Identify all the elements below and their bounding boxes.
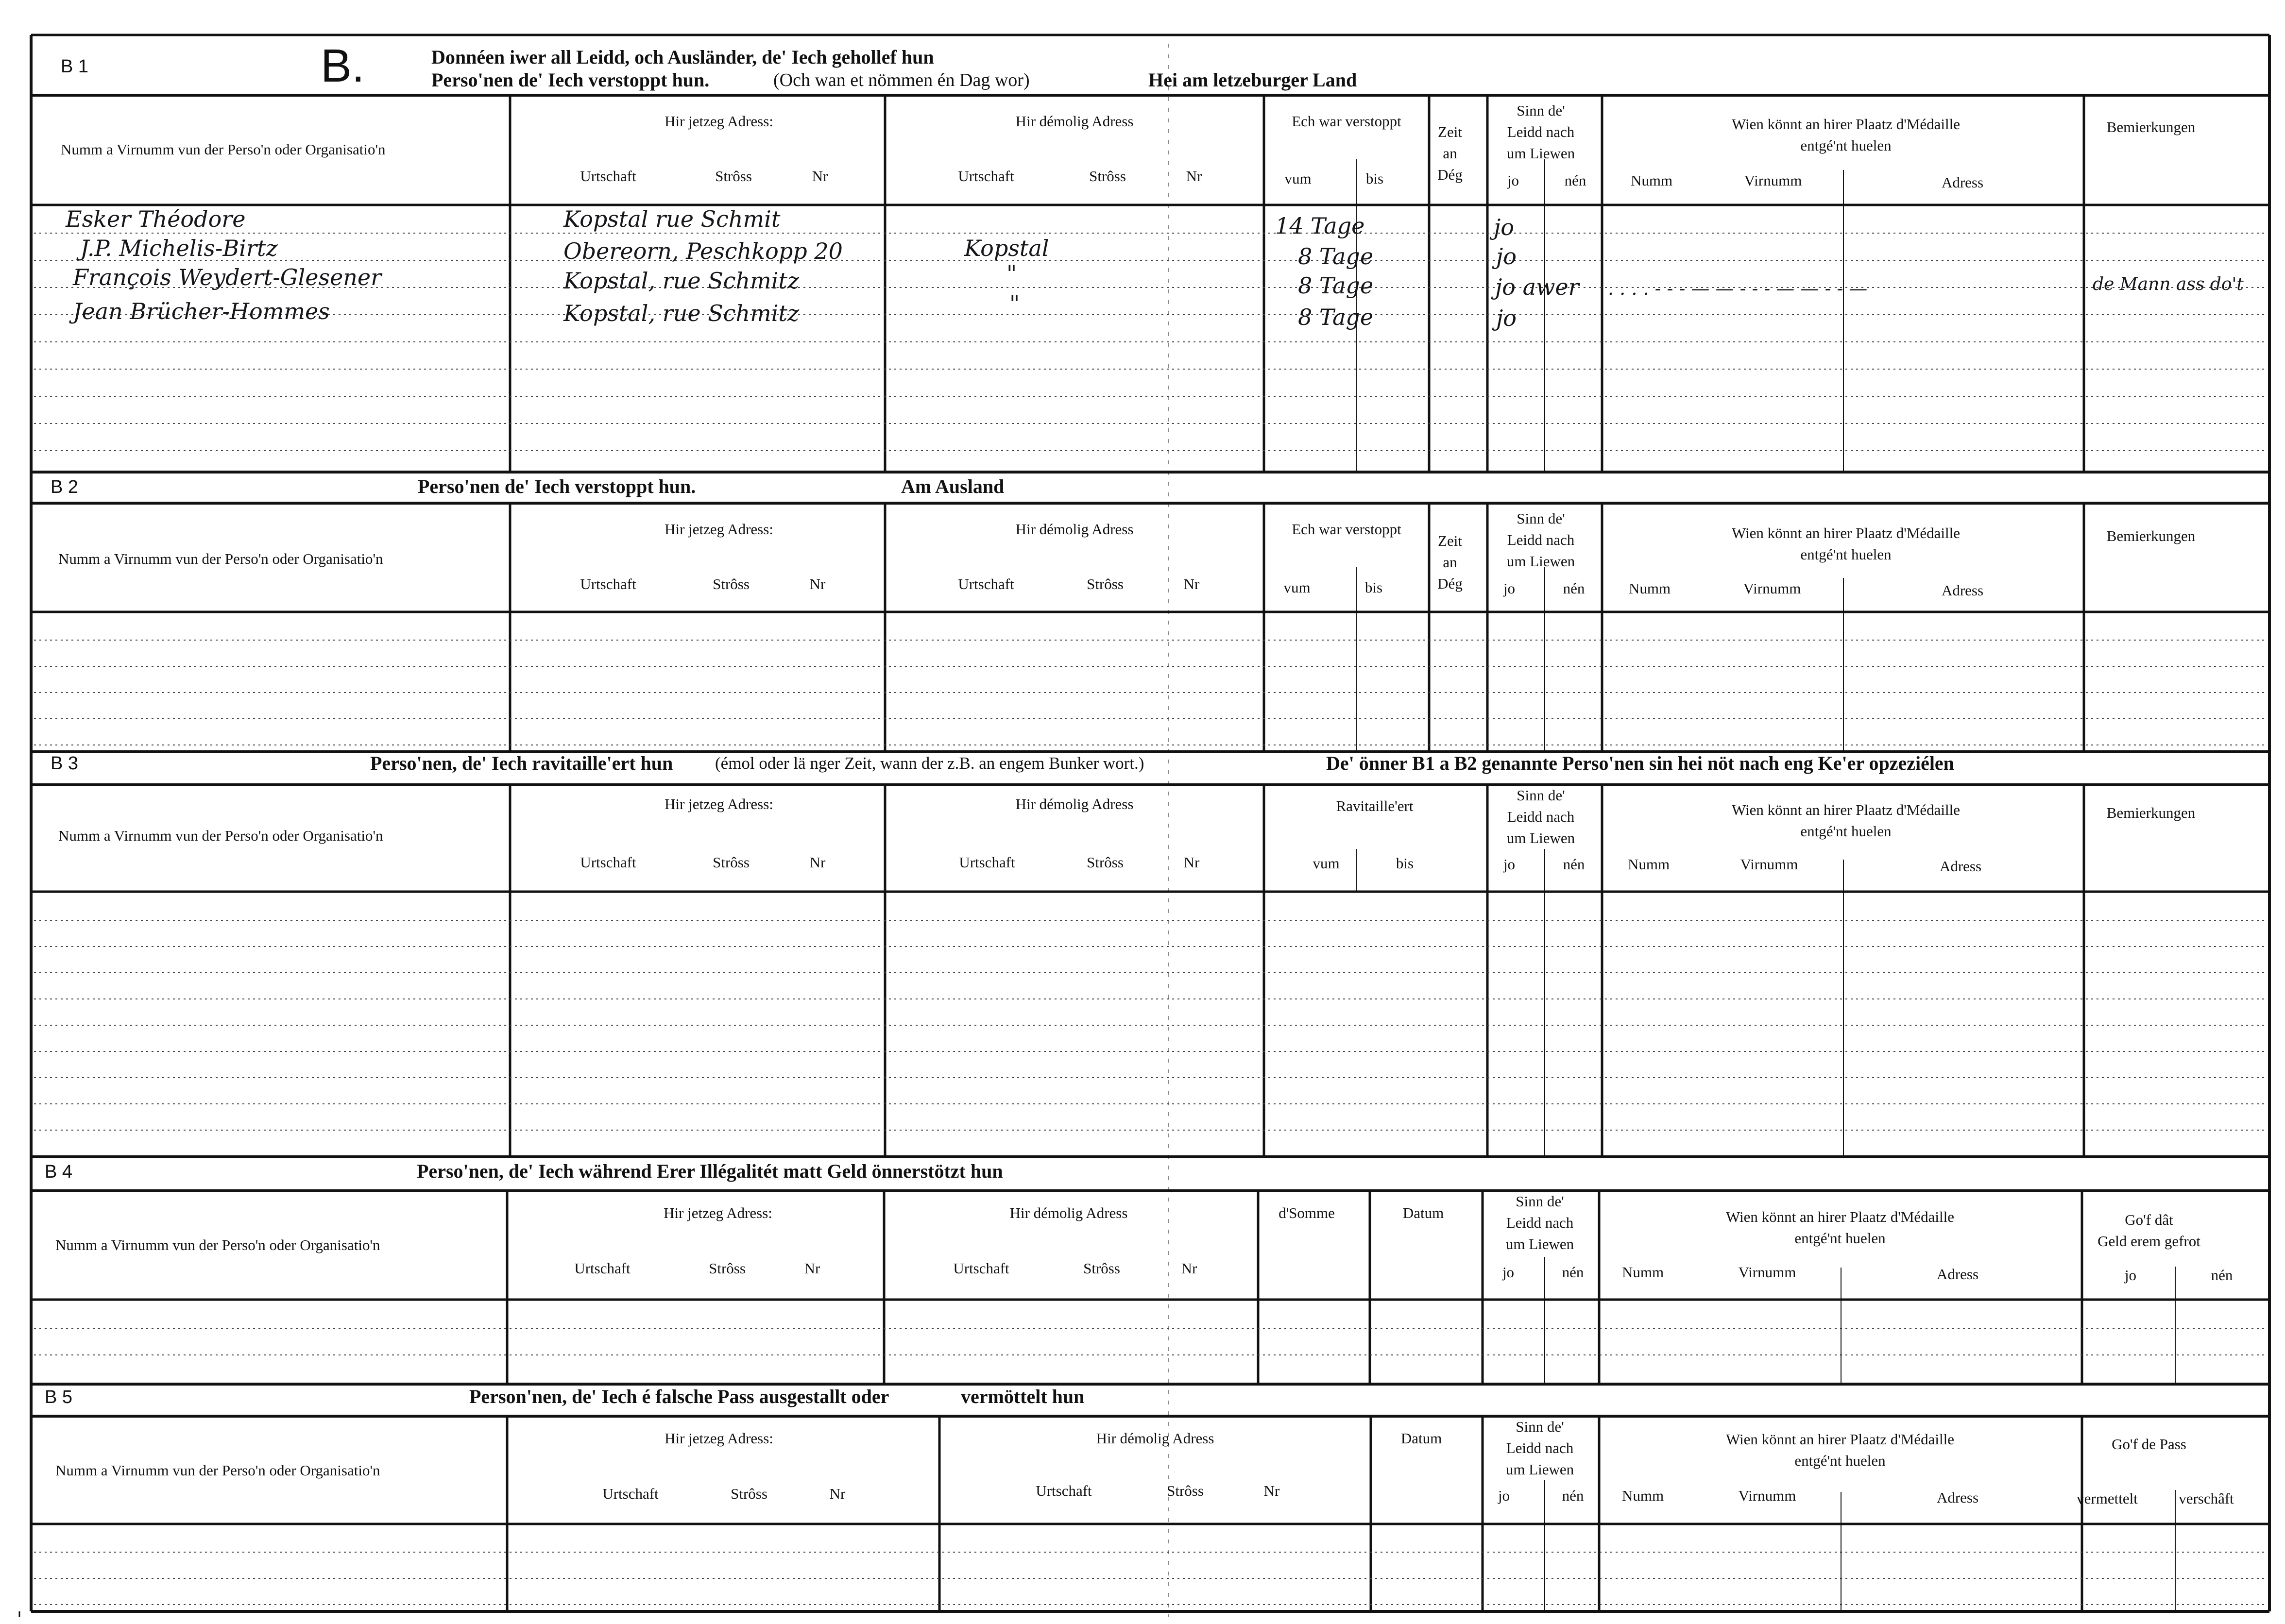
header-yes: jo	[1502, 1264, 1515, 1281]
header-name: Numm a Virnumm vun der Perso'n oder Organisatio'n	[61, 141, 386, 158]
header-yes: jo	[1503, 856, 1516, 873]
header-street: Strôss	[1167, 1482, 1204, 1499]
header-from: vum	[1284, 170, 1312, 187]
header-remarks: Bemierkungen	[2106, 804, 2196, 821]
header-surname: Numm	[1628, 580, 1671, 597]
header-time: Zeit	[1438, 532, 1462, 549]
header-nr: Nr	[1181, 1260, 1197, 1277]
header-address: Adress	[1936, 1266, 1979, 1283]
header-medal: Wien könnt an hirer Plaatz d'Médaille	[1725, 1431, 1955, 1448]
entry-name: J.P. Michelis-Birtz	[80, 235, 278, 261]
header-alive: Sinn de'	[1517, 102, 1565, 119]
header-medal: entgé'nt huelen	[1794, 1452, 1886, 1469]
section-title-b3-note: (émol oder lä nger Zeit, wann der z.B. an engem Bunker wort.)	[715, 754, 1144, 773]
header-place: Urtschaft	[602, 1485, 659, 1502]
header-street: Strôss	[1089, 168, 1126, 185]
header-nr: Nr	[812, 168, 828, 185]
section-title-b1-line1: Donnéen iwer all Leidd, och Ausländer, de' Iech gehollef hun	[431, 46, 934, 68]
header-alive: Sinn de'	[1517, 510, 1565, 527]
header-surname: Numm	[1621, 1264, 1664, 1281]
header-former-address: Hir démolig Adress	[1015, 795, 1134, 812]
entry-current-address: Obereorn, Peschkopp 20	[563, 238, 843, 264]
header-medal: Wien könnt an hirer Plaatz d'Médaille	[1731, 116, 1961, 133]
header-nr: Nr	[1183, 854, 1200, 871]
header-firstname: Virnumm	[1743, 580, 1801, 597]
section-label-b3: B 3	[51, 753, 79, 774]
header-alive: Leidd nach	[1507, 531, 1575, 548]
header-address: Adress	[1936, 1489, 1979, 1506]
header-current-address: Hir jetzeg Adress:	[665, 1430, 773, 1447]
header-street: Strôss	[1087, 854, 1124, 871]
header-yes: jo	[1498, 1487, 1510, 1504]
section-title-b5: Person'nen, de' Iech é falsche Pass ausgestallt oder	[469, 1386, 889, 1407]
header-alive: um Liewen	[1506, 553, 1575, 570]
header-current-address: Hir jetzeg Adress:	[665, 521, 773, 538]
section-title-b3-instruction: De' önner B1 a B2 genannte Perso'nen sin hei nöt nach eng Ke'er opzeziélen	[1326, 752, 1954, 774]
header-no: nén	[2211, 1267, 2233, 1284]
section-label-b1: B 1	[61, 56, 89, 77]
header-time: Zeit	[1438, 123, 1462, 140]
header-place: Urtschaft	[953, 1260, 1009, 1277]
header-alive: Sinn de'	[1516, 1193, 1564, 1210]
entry-current-address: Kopstal rue Schmit	[563, 206, 781, 232]
header-place: Urtschaft	[580, 854, 636, 871]
header-to: bis	[1396, 855, 1414, 872]
header-alive: Sinn de'	[1516, 1418, 1564, 1435]
header-medal: Wien könnt an hirer Plaatz d'Médaille	[1725, 1208, 1955, 1225]
header-firstname: Virnumm	[1744, 172, 1802, 189]
header-nr: Nr	[1263, 1482, 1280, 1499]
header-nr: Nr	[1186, 168, 1202, 185]
header-surname: Numm	[1630, 172, 1673, 189]
header-place: Urtschaft	[958, 575, 1014, 592]
header-hidden: Ech war verstoppt	[1292, 113, 1401, 130]
section-label-b2: B 2	[51, 477, 79, 497]
entry-current-address: Kopstal, rue Schmitz	[563, 300, 800, 326]
header-place: Urtschaft	[574, 1260, 631, 1277]
header-name: Numm a Virnumm vun der Perso'n oder Organisatio'n	[55, 1462, 380, 1479]
header-address: Adress	[1939, 858, 1982, 875]
header-time: Dég	[1437, 575, 1463, 592]
entry-hidden-from: 8 Tage	[1298, 304, 1374, 330]
header-medal: entgé'nt huelen	[1800, 137, 1892, 154]
header-former-address: Hir démolig Adress	[1015, 113, 1134, 130]
header-former-address: Hir démolig Adress	[1096, 1430, 1214, 1447]
header-alive: Sinn de'	[1517, 787, 1565, 804]
header-street: Strôss	[1083, 1260, 1120, 1277]
header-alive: Leidd nach	[1507, 808, 1575, 825]
section-title-b1-line2b: (Och wan et nömmen én Dag wor)	[773, 70, 1030, 90]
header-firstname: Virnumm	[1738, 1264, 1796, 1281]
header-alive: um Liewen	[1506, 829, 1575, 846]
header-firstname: Virnumm	[1738, 1487, 1796, 1504]
entry-current-address: Kopstal, rue Schmitz	[563, 268, 800, 294]
entry-name: François Weydert-Glesener	[73, 264, 382, 290]
section-title-b2-location: Am Ausland	[901, 475, 1005, 497]
header-alive: Leidd nach	[1506, 1214, 1574, 1231]
header-address: Adress	[1941, 174, 1984, 191]
header-refund: Go'f dât	[2125, 1211, 2173, 1228]
header-former-address: Hir démolig Adress	[1015, 521, 1134, 538]
header-hidden: Ech war verstoppt	[1292, 521, 1401, 538]
entry-former-address: Kopstal	[964, 235, 1049, 261]
entry-former-address: "	[1009, 290, 1020, 317]
section-title-b4: Perso'nen, de' Iech während Erer Illégalitét matt Geld önnerstötzt hun	[417, 1160, 1003, 1182]
header-supplied: Ravitaille'ert	[1336, 797, 1414, 814]
header-nr: Nr	[804, 1260, 820, 1277]
header-pass: Go'f de Pass	[2112, 1436, 2186, 1453]
header-alive: Leidd nach	[1506, 1439, 1574, 1456]
section-label-b5: B 5	[45, 1387, 73, 1407]
header-no: nén	[1563, 580, 1585, 597]
header-firstname: Virnumm	[1740, 856, 1798, 873]
section-label-b4: B 4	[45, 1162, 73, 1182]
header-remarks: Bemierkungen	[2106, 527, 2196, 544]
entry-former-address: "	[1006, 260, 1017, 287]
section-title-b5-b: vermöttelt hun	[961, 1386, 1085, 1407]
entry-alive: jo awer	[1495, 274, 1579, 300]
header-current-address: Hir jetzeg Adress:	[664, 1204, 772, 1221]
entry-alive: jo	[1496, 243, 1517, 270]
header-yes: jo	[2124, 1267, 2137, 1284]
header-alive: um Liewen	[1505, 1235, 1574, 1252]
header-street: Strôss	[713, 575, 750, 592]
entry-alive: jo	[1496, 305, 1517, 331]
header-surname: Numm	[1627, 856, 1670, 873]
header-nr: Nr	[1183, 575, 1200, 592]
header-pass-mediated: vermettelt	[2077, 1490, 2138, 1507]
header-street: Strôss	[709, 1260, 746, 1277]
header-street: Strôss	[715, 168, 752, 185]
header-medal: entgé'nt huelen	[1800, 823, 1892, 840]
header-date: Datum	[1402, 1204, 1444, 1221]
header-to: bis	[1364, 579, 1383, 596]
header-place: Urtschaft	[958, 168, 1014, 185]
header-date: Datum	[1400, 1430, 1442, 1447]
header-refund: Geld erem gefrot	[2097, 1233, 2200, 1250]
header-no: nén	[1562, 1264, 1584, 1281]
entry-hidden-from: 8 Tage	[1298, 272, 1374, 299]
header-yes: jo	[1503, 580, 1516, 597]
header-from: vum	[1313, 855, 1340, 872]
header-current-address: Hir jetzeg Adress:	[665, 113, 773, 130]
header-former-address: Hir démolig Adress	[1009, 1204, 1128, 1221]
header-pass-provided: verschâft	[2179, 1490, 2234, 1507]
header-medal: Wien könnt an hirer Plaatz d'Médaille	[1731, 524, 1961, 541]
header-remarks: Bemierkungen	[2106, 118, 2196, 135]
section-title-b1-line2c: Hei am letzeburger Land	[1148, 69, 1357, 91]
entry-name: Esker Théodore	[66, 206, 246, 232]
header-nr: Nr	[809, 575, 826, 592]
header-time: an	[1443, 145, 1457, 162]
header-time: an	[1443, 554, 1457, 571]
header-no: nén	[1562, 1487, 1584, 1504]
section-title-b1-line2a: Perso'nen de' Iech verstoppt hun.	[431, 69, 710, 91]
header-no: nén	[1563, 856, 1585, 873]
section-title-b2: Perso'nen de' Iech verstoppt hun.	[418, 475, 696, 497]
entry-alive: jo	[1494, 214, 1514, 240]
header-medal: Wien könnt an hirer Plaatz d'Médaille	[1731, 801, 1961, 818]
header-nr: Nr	[829, 1485, 846, 1502]
header-yes: jo	[1507, 172, 1519, 189]
header-surname: Numm	[1621, 1487, 1664, 1504]
header-place: Urtschaft	[580, 575, 636, 592]
header-address: Adress	[1941, 582, 1984, 599]
header-street: Strôss	[713, 854, 750, 871]
header-name: Numm a Virnumm vun der Perso'n oder Organisatio'n	[58, 827, 383, 844]
header-place: Urtschaft	[1036, 1482, 1092, 1499]
entry-hidden-from: 14 Tage	[1275, 213, 1365, 239]
header-name: Numm a Virnumm vun der Perso'n oder Organisatio'n	[58, 550, 383, 567]
header-street: Strôss	[1087, 575, 1124, 592]
header-place: Urtschaft	[959, 854, 1015, 871]
header-sum: d'Somme	[1279, 1204, 1335, 1221]
entry-medal-dashes: . . . . - - - — — - - - — — - - —	[1608, 278, 1868, 299]
section-big-letter: B.	[321, 40, 365, 92]
header-medal: entgé'nt huelen	[1800, 546, 1892, 563]
entry-remarks: de Mann ass do't	[2093, 274, 2244, 294]
header-from: vum	[1283, 579, 1311, 596]
header-alive: Leidd nach	[1507, 123, 1575, 140]
entry-hidden-from: 8 Tage	[1298, 243, 1374, 270]
header-medal: entgé'nt huelen	[1794, 1230, 1886, 1247]
header-name: Numm a Virnumm vun der Perso'n oder Organisatio'n	[55, 1236, 380, 1253]
header-no: nén	[1564, 172, 1586, 189]
section-title-b3: Perso'nen, de' Iech ravitaille'ert hun	[370, 752, 673, 774]
header-street: Strôss	[731, 1485, 767, 1502]
header-to: bis	[1365, 170, 1384, 187]
entry-name: Jean Brücher-Hommes	[73, 298, 330, 324]
header-time: Dég	[1437, 166, 1463, 183]
header-current-address: Hir jetzeg Adress:	[665, 795, 773, 812]
header-nr: Nr	[809, 854, 826, 871]
header-alive: um Liewen	[1505, 1461, 1574, 1478]
header-alive: um Liewen	[1506, 145, 1575, 162]
header-place: Urtschaft	[580, 168, 636, 185]
